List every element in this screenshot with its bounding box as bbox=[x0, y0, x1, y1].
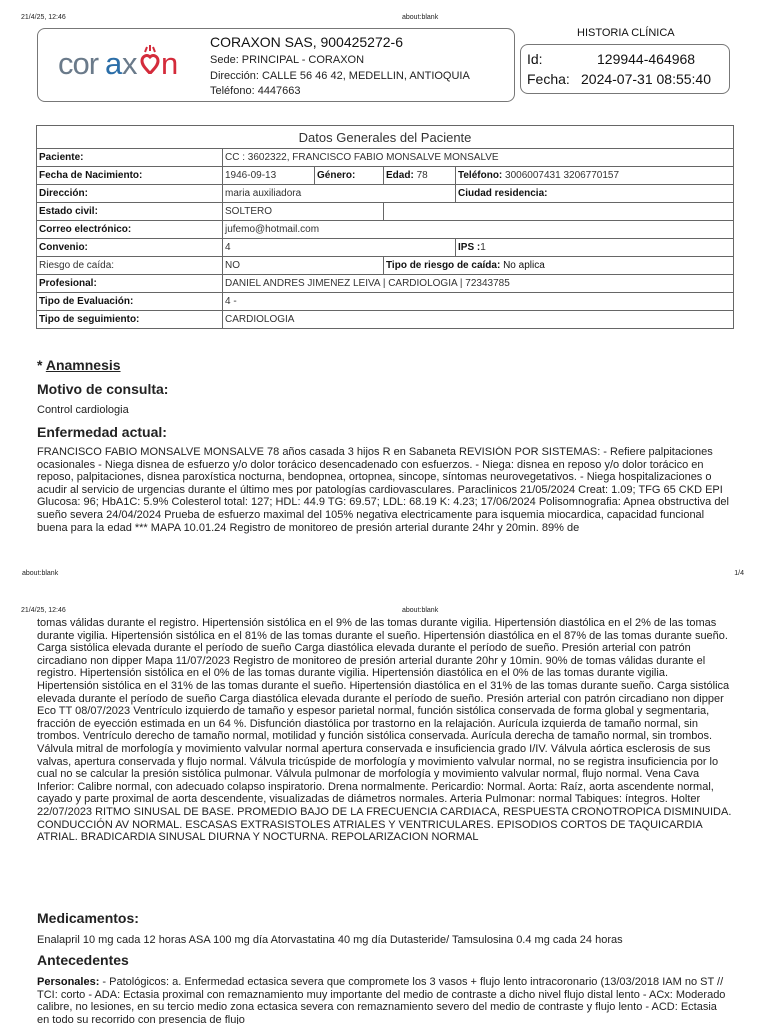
record-id-value: 129944-464968 bbox=[597, 51, 696, 67]
anamnesis-star: * bbox=[37, 357, 46, 373]
medicamentos-title: Medicamentos: bbox=[37, 910, 139, 926]
evaluation-type-label: Tipo de Evaluación: bbox=[37, 293, 223, 311]
record-date-label: Fecha: bbox=[527, 71, 570, 87]
svg-text:n: n bbox=[161, 46, 178, 81]
company-sede: Sede: PRINCIPAL - CORAXON bbox=[210, 54, 365, 66]
coraxon-logo bbox=[58, 43, 192, 83]
print-datetime: 21/4/25, 12:46 bbox=[21, 14, 66, 21]
enfermedad-text-page2-clip bbox=[37, 617, 732, 911]
patient-section-title: Datos Generales del Paciente bbox=[37, 126, 734, 149]
birthdate-label: Fecha de Nacimiento: bbox=[37, 167, 223, 185]
fall-risk-label: Riesgo de caída: bbox=[37, 257, 223, 275]
fall-risk-type-value: No aplica bbox=[503, 260, 545, 271]
phone-cell bbox=[456, 167, 734, 185]
ips-value: 1 bbox=[480, 242, 486, 253]
record-id-box bbox=[520, 44, 730, 94]
svg-text:x: x bbox=[122, 46, 137, 81]
print-title-page2: about:blank bbox=[402, 607, 439, 614]
antecedentes-title: Antecedentes bbox=[37, 952, 129, 968]
company-name: CORAXON SAS, 900425272-6 bbox=[210, 34, 403, 50]
motivo-title: Motivo de consulta: bbox=[37, 381, 169, 397]
fall-risk-type-cell bbox=[384, 257, 734, 275]
record-id-label: Id: bbox=[527, 51, 543, 67]
enfermedad-text-page2: tomas válidas durante el registro. Hipertensión sistólica en el 9% de las tomas durante vigilia. Hipertensión diastólica en el 2% de las tomas durante vigilia. Hipertensión sistólica en el 81% de las tomas durante el sueño. Hipertensión diastólica en el 87% de las tomas durante sueño. Carga sistólica elevada durante el período de sueño Carga diastólica elevada durante el período de sueño. Presión arterial con patrón circadiano non dipper Mapa 11/07/2023 Registro de monitoreo de presión arterial durante 20hr y 10min. 90% de tomas válidas durante el registro. Hipertensión sistólica en el 0% de las tomas durante vigilia. Hipertensión diastólica en el 0% de las tomas durante vigilia. Hipertensión sistólica en el 31% de las tomas durante el sueño. Hipertensión diastólica en el 31% de las tomas durante sueño. Carga sistólica elevada durante el período de sueño Carga diastólica elevada durante el período de sueño. Presión arterial con patrón circadiano non dipper Eco TT 08/07/2023 Ventrículo izquierdo de tamaño y espesor parietal normal, función sistólica conservada de forma global y segmentaria, fracción de eyección estimada en un 64 %. Disfunción diastólica por trastorno en la relajación. Aurícula izquierda de tamaño normal, sin trombos. Ventrículo derecho de tamaño normal, motilidad y función sistólica conservada. Aurícula derecha de tamaño normal, sin trombos. Válvula mitral de morfología y movimiento valvular normal apertura conservada e insuficiencia grado I/IV. Válvula aórtica esclerosis de sus valvas, apertura conservada y flujo normal. Válvula tricúspide de morfología y movimiento valvular normal, no se registra insuficiencia por lo cual no se calcular la presión sistólica pulmonar. Válvula pulmonar de morfología y movimiento valvular normal, flujo normal. Vena Cava Inferior: Calibre normal, con adecuado colapso inspiratorio. Drena normalmente. Pericardio: Normal. Aorta: Raíz, aorta ascendente normal, cayado y parte proximal de aorta descendente, visualizadas de diámetros normales. Arteria Pulmonar: normal Tabiques: íntegros. Holter 22/07/2023 RITMO SINUSAL DE BASE. PROMEDIO BAJO DE LA FRECUENCIA CARDIACA, RESPUESTA CRONOTROPICA DISMINUIDA. CONDUCCIÓN AV NORMAL. ESCASAS EXTRASISTOLES ATRIALES Y VENTRICULARES. EPISODIOS CORTOS DE TAQUICARDIA ATRIAL. BRADICARDIA SINUSAL DIURNA Y NOCTURNA. REPOLARIZACION NORMAL bbox=[37, 617, 732, 844]
patient-label: Paciente: bbox=[37, 149, 223, 167]
enfermedad-title: Enfermedad actual: bbox=[37, 424, 167, 440]
age-label: Edad: bbox=[386, 170, 414, 181]
record-date-row bbox=[527, 71, 711, 87]
address-label: Dirección: bbox=[37, 185, 223, 203]
record-date-value: 2024-07-31 08:55:40 bbox=[581, 71, 711, 87]
print-datetime-page2: 21/4/25, 12:46 bbox=[21, 607, 66, 614]
ips-cell bbox=[456, 239, 734, 257]
footer-url: about:blank bbox=[22, 570, 59, 577]
svg-text:a: a bbox=[105, 46, 122, 81]
company-phone: Teléfono: 4447663 bbox=[210, 85, 301, 97]
gender-label: Género: bbox=[315, 167, 384, 185]
enfermedad-text-page1-clip bbox=[37, 446, 734, 556]
email-label: Correo electrónico: bbox=[37, 221, 223, 239]
marital-status-label: Estado civil: bbox=[37, 203, 223, 221]
personales-label: Personales: bbox=[37, 976, 100, 988]
empty-cell bbox=[384, 203, 734, 221]
phone-value: 3006007431 3206770157 bbox=[505, 170, 620, 181]
followup-type-label: Tipo de seguimiento: bbox=[37, 311, 223, 329]
ips-label: IPS : bbox=[458, 242, 481, 253]
print-title: about:blank bbox=[402, 14, 439, 21]
birthdate-value: 1946-09-13 bbox=[223, 167, 315, 185]
age-cell bbox=[384, 167, 456, 185]
record-id-row bbox=[527, 51, 696, 67]
professional-value: DANIEL ANDRES JIMENEZ LEIVA | CARDIOLOGIA | 72343785 bbox=[223, 275, 734, 293]
fall-risk-value: NO bbox=[223, 257, 384, 275]
city-label: Ciudad residencia: bbox=[456, 185, 734, 203]
footer-page: 1/4 bbox=[734, 570, 744, 577]
email-value: jufemo@hotmail.com bbox=[223, 221, 734, 239]
patient-value: CC : 3602322, FRANCISCO FABIO MONSALVE MONSALVE bbox=[223, 149, 734, 167]
age-value: 78 bbox=[416, 170, 428, 181]
agreement-label: Convenio: bbox=[37, 239, 223, 257]
evaluation-type-value: 4 - bbox=[223, 293, 734, 311]
address-value: maria auxiliadora bbox=[223, 185, 456, 203]
company-header bbox=[37, 28, 515, 102]
record-title: HISTORIA CLÍNICA bbox=[577, 27, 675, 39]
professional-label: Profesional: bbox=[37, 275, 223, 293]
enfermedad-text-page1: FRANCISCO FABIO MONSALVE MONSALVE 78 años casada 3 hijos R en Sabaneta REVISIÓN POR SISTEMAS: - Refiere palpitaciones ocasionales - Niega disnea de esfuerzo y/o dolor torácico desencadenado con esfuerzos. - Niega: disnea en reposo y/o dolor torácico en reposo, palpitaciones, disnea paroxística nocturna, bendopnea, ortopnea, sincope, síntomas neurovegetativos. - Niega hospitalizaciones o acudir al servicio de urgencias durante el último mes por patologías cardiovasculares. Paraclinicos 21/05/2024 Creat: 1.09; TFG 65 CKD EPI Glucosa: 96; HbA1C: 5.9% Colesterol total: 127; HDL: 44.9 TG: 69.57; LDL: 68.19 K: 4.23; 17/06/2024 Polisomnografia: Apnea obstructiva del sueño severa 24/04/2024 Prueba de esfuerzo maximal del 105% negativa electricamente para isquemia miocardica, capacidad funcional buena para la edad *** MAPA 10.01.24 Registro de monitoreo de presión arterial durante 24hr y 20min. 89% de bbox=[37, 446, 729, 534]
agreement-value: 4 bbox=[223, 239, 456, 257]
motivo-text: Control cardiologia bbox=[37, 404, 129, 416]
personales-text: - Patológicos: a. Enfermedad ectasica severa que compromete los 3 vasos + flujo lento intracoronario (13/03/2018 IAM no ST // TCI: corto - ADA: Ectasia proximal con remaznamiento muy importante del medio de contraste a dicho nivel flujo distal lento - ACx: Moderado calibre, no lesiones, en su tercio medio zona ectasica severa con remaznamiento severo del medio de contraste y flujo lento - ACD: Ectasia en todo su recorrido con presencia de flujo bbox=[37, 976, 726, 1024]
antecedentes-text-clip bbox=[37, 976, 732, 1024]
phone-label: Teléfono: bbox=[458, 170, 503, 181]
antecedentes-text bbox=[37, 976, 732, 1024]
svg-text:cor: cor bbox=[58, 46, 99, 81]
fall-risk-type-label: Tipo de riesgo de caída: bbox=[386, 260, 501, 271]
followup-type-value: CARDIOLOGIA bbox=[223, 311, 734, 329]
marital-status-value: SOLTERO bbox=[223, 203, 384, 221]
anamnesis-heading bbox=[37, 357, 732, 373]
patient-data-table bbox=[36, 125, 734, 329]
medicamentos-text: Enalapril 10 mg cada 12 horas ASA 100 mg día Atorvastatina 40 mg día Dutasteride/ Tamsulosina 0.4 mg cada 24 horas bbox=[37, 934, 623, 946]
anamnesis-title: Anamnesis bbox=[45, 357, 121, 373]
company-address: Dirección: CALLE 56 46 42, MEDELLIN, ANTIOQUIA bbox=[210, 70, 470, 82]
